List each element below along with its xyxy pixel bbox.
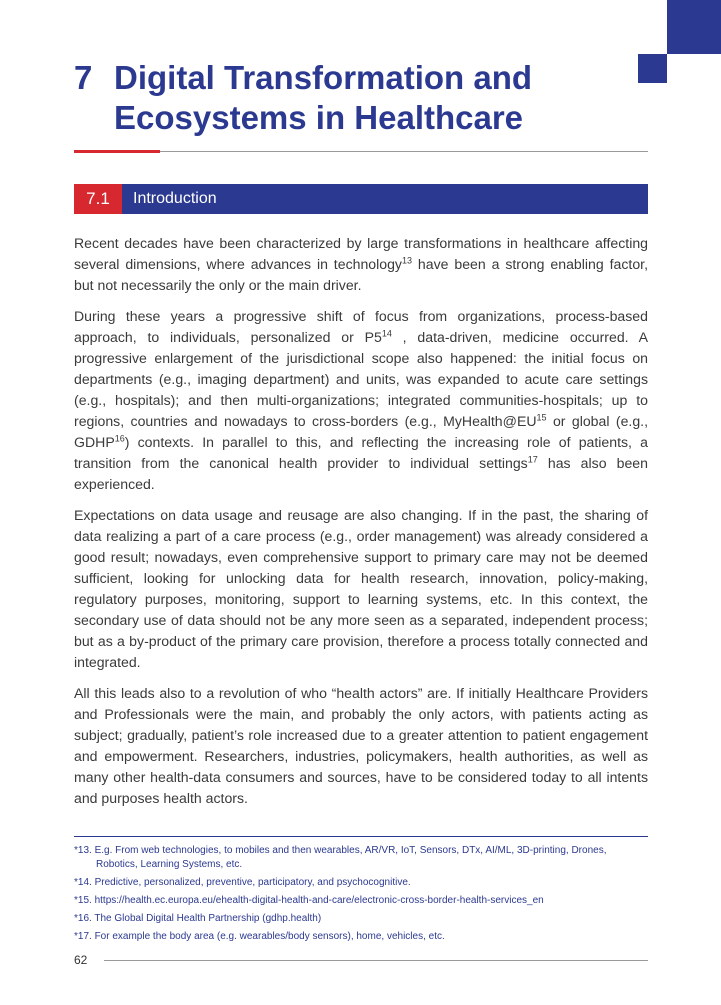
body-paragraph	[74, 683, 648, 809]
section-number: 7.1	[74, 184, 122, 214]
body-paragraph	[74, 233, 648, 296]
footnote-reference: 15	[536, 412, 547, 423]
chapter-title-line-2: Ecosystems in Healthcare	[114, 99, 524, 136]
footnote-item: *17. For example the body area (e.g. wearables/body sensors), home, vehicles, etc.	[74, 931, 445, 942]
title-divider	[74, 151, 648, 152]
paragraph-text: , data-driven, medicine occurred. A progressive enlargement of the jurisdictional scope also happened: the initial focus on departments (e.g., imaging department) and units, was expanded to acute care settings (e.g., hospitals); and then multi-organizations; integrated communities-hospitals; up to regions, countries and nowadays to cross-borders (e.g., MyHealth@EU	[74, 329, 648, 429]
footnotes	[74, 844, 650, 948]
footer-divider	[104, 960, 648, 961]
footnote-item: *14. Predictive, personalized, preventive, participatory, and psychocognitive.	[74, 877, 411, 888]
section-heading-bar	[74, 184, 648, 214]
paragraph-text: have been a strong enabling factor, but not necessarily the only or the main driver.	[74, 256, 648, 293]
chapter-number: 7	[74, 59, 93, 96]
paragraph-text: Expectations on data usage and reusage are also changing. If in the past, the sharing of data realizing a part of a care process (e.g., order management) was already considered a good result; nowadays, even comprehensive support to primary care may not be deemed sufficient, looking for unlocking data for health research, innovation, policy-making, regulatory purposes, monitoring, support to learning systems, etc. In this context, the secondary use of data should not be any more seen as a separated, independent process; but as a by-product of the primary care provision, therefore a process totally connected and integrated.	[74, 507, 648, 670]
corner-decoration-large	[667, 0, 721, 54]
paragraph-text: During these years a progressive shift of focus from organizations, process-based approach, to individuals, personalized or P5	[74, 308, 648, 345]
footnote-divider	[74, 836, 648, 837]
body-paragraph	[74, 306, 648, 495]
paragraph-text: Recent decades have been characterized by large transformations in healthcare affecting several dimensions, where advances in technology	[74, 235, 648, 272]
corner-decoration-small	[638, 54, 667, 83]
body-paragraph	[74, 505, 648, 673]
footnote-reference: 17	[527, 454, 538, 465]
paragraph-text: or global (e.g., GDHP	[74, 413, 649, 450]
section-title: Introduction	[133, 190, 217, 207]
footnote-reference: 14	[381, 328, 392, 339]
paragraph-text: ) contexts. In parallel to this, and reflecting the increasing role of patients, a transition from the canonical health provider to individual settings	[74, 434, 648, 471]
footnote-reference: 13	[401, 255, 412, 266]
title-divider-accent	[74, 150, 160, 153]
paragraph-text: has also been experienced.	[74, 455, 648, 492]
footnote-reference: 16	[114, 433, 125, 444]
page-number: 62	[74, 953, 88, 967]
footnote-item: *13. E.g. From web technologies, to mobiles and then wearables, AR/VR, IoT, Sensors, DTx, AI/ML, 3D-printing, Drones, Robotics, Learning Systems, etc.	[74, 845, 607, 870]
body-text	[74, 233, 648, 819]
chapter-title-line-1: Digital Transformation and	[114, 59, 533, 96]
footnote-item: *16. The Global Digital Health Partnership (gdhp.health)	[74, 913, 322, 924]
footnote-item: *15. https://health.ec.europa.eu/ehealth-digital-health-and-care/electronic-cross-border-health-services_en	[74, 895, 544, 906]
paragraph-text: All this leads also to a revolution of who “health actors” are. If initially Healthcare Providers and Professionals were the main, and probably the only actors, with patients acting as subject; gradually, patient’s role increased due to a greater attention to patient engagement and empowerment. Researchers, industries, policymakers, health authorities, as well as many other health-data consumers and sources, have to be considered today to all intents and purposes health actors.	[74, 685, 648, 806]
